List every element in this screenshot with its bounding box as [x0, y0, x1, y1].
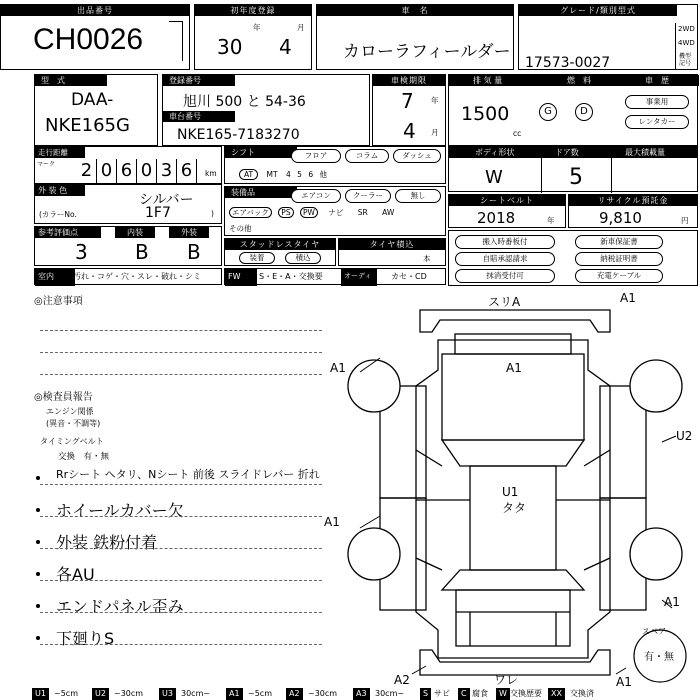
- mileage-unit: km: [205, 169, 217, 178]
- wheel-rear-right: [630, 528, 682, 580]
- damage-legend: [0, 688, 700, 700]
- registration-label: 登録番号: [163, 75, 235, 86]
- audio-value: カセ・CD: [391, 272, 427, 281]
- windshield: [442, 440, 584, 466]
- eq-aircon: エアコン: [291, 189, 341, 203]
- lot-number-label: 出品番号: [1, 5, 189, 16]
- fw-box: [224, 268, 446, 295]
- shift-6: 6: [308, 170, 314, 179]
- car-name-label: 車 名: [317, 5, 513, 16]
- scores-box: [34, 226, 222, 266]
- score-exterior: B: [187, 240, 201, 264]
- legend-key: A2: [286, 688, 303, 700]
- legend-key: U3: [159, 688, 176, 700]
- model-code-label: 機型 記号: [679, 53, 692, 67]
- fuel-label: 燃 料: [567, 76, 591, 85]
- lot-number-box: [0, 4, 190, 70]
- studless-label: スタッドレスタイヤ: [225, 239, 335, 250]
- first-registration-box: [194, 4, 312, 70]
- chassis-label: 車台番号: [163, 111, 235, 122]
- inspector-line: [40, 580, 322, 581]
- inspection-year: 7: [401, 89, 414, 113]
- legend-key: A1: [226, 688, 243, 700]
- fw-label: FW: [225, 269, 257, 286]
- fw-value: S・E・A・交換要: [259, 272, 323, 281]
- shift-dash: ダッシュ: [393, 149, 441, 163]
- inspector-line: [40, 548, 322, 549]
- shift-5: 5: [297, 170, 302, 179]
- mark-bottom-right: A1: [616, 675, 632, 686]
- mileage-digits: [77, 159, 197, 183]
- eq-airbag: エアバック: [229, 207, 272, 218]
- equipment-row2: [229, 207, 394, 218]
- inspector-item: 各AU: [56, 565, 95, 584]
- car-name-value: カローラフィールダー: [343, 42, 511, 62]
- color-value: シルバー: [139, 192, 194, 208]
- fuel-g: G: [539, 103, 557, 121]
- body-outline: [416, 340, 610, 658]
- shift-row2: [239, 169, 327, 180]
- mark-hood: A1: [506, 361, 522, 375]
- wheel-rear-left: [348, 528, 400, 580]
- mark-left-rear: A1: [324, 515, 340, 529]
- color-label: 外 装 色: [35, 185, 85, 196]
- tire-label: タイヤ積込: [339, 239, 445, 250]
- legend-value: 30cm~: [181, 689, 211, 698]
- inspector-line: [40, 484, 322, 485]
- recycle-value: 9,810: [599, 209, 642, 227]
- inspector-bullet: [36, 604, 40, 608]
- roof: [470, 466, 556, 570]
- shift-box: [224, 146, 446, 184]
- color-code-label: (カラーNo.: [39, 210, 77, 219]
- recycle-unit: 円: [681, 216, 689, 225]
- mileage-digit: 3: [157, 159, 177, 183]
- drive-2wd: 2WD: [678, 25, 695, 33]
- note-line: [40, 330, 322, 331]
- front-bumper: [420, 310, 610, 332]
- seatbelt-unit: 年: [547, 216, 555, 225]
- divider: [541, 158, 542, 193]
- first-registration-label: 初年度登録: [195, 5, 311, 16]
- fuel-d: D: [575, 103, 593, 121]
- legend-key: XX: [548, 688, 565, 700]
- studless-loaded: 積込: [285, 252, 321, 264]
- mark-bottom-center: ワレ: [494, 673, 519, 686]
- mileage-label: 走行距離: [35, 147, 85, 158]
- mileage-digit: 2: [77, 159, 97, 183]
- mark-right-front: U2: [676, 429, 693, 443]
- inspector-item: ホイールカバー欠: [56, 501, 184, 520]
- score-interior: B: [135, 240, 149, 264]
- doc-warranty: 新車保証書: [575, 235, 663, 249]
- score-total: 3: [75, 240, 88, 264]
- score-exterior-label: 外装: [169, 227, 209, 238]
- eq-pw: PW: [300, 207, 318, 218]
- car-name-box: [316, 4, 514, 70]
- equipment-label: 装備品: [225, 187, 297, 198]
- inspector-item: エンドパネル歪み: [56, 597, 184, 616]
- legend-value: 30cm~: [375, 689, 405, 698]
- mark-bottom-left: A2: [394, 673, 410, 686]
- shift-4: 4: [285, 170, 291, 179]
- recycle-box: [568, 194, 698, 228]
- mark-top-right: A1: [620, 291, 636, 305]
- engine-label: エンジン関係: [46, 407, 94, 416]
- doors-value: 5: [569, 165, 583, 190]
- doc-insurance: 自賠承認請求: [455, 252, 555, 266]
- doors-label: ドア数: [555, 148, 579, 157]
- inspector-line: [40, 612, 322, 613]
- registration-box: [162, 74, 370, 146]
- inspector-bullet: [36, 540, 40, 544]
- legend-value: 交換済: [570, 689, 594, 698]
- inspector-item: Rrシート ヘタリ、Nシート 前後 スライドレバー 折れ: [56, 468, 320, 481]
- audio-label: オーディオ: [341, 269, 377, 286]
- equipment-box: [224, 186, 446, 236]
- capacity-label: 最大積載量: [625, 148, 665, 157]
- inspection-box: [372, 74, 446, 146]
- inspector-item: 下廻りS: [56, 629, 115, 648]
- bracket: [169, 21, 183, 61]
- color-code: 1F7: [145, 205, 171, 221]
- body-box: [448, 146, 698, 192]
- registration-month: 4: [279, 35, 292, 59]
- rear-bumper: [420, 650, 610, 675]
- note-line: [40, 374, 322, 375]
- grade-label: グレード/類別型式: [519, 5, 677, 16]
- seatbelt-label: シートベルト: [449, 195, 565, 206]
- body-shape-label: ボディ形状: [475, 148, 515, 157]
- notes-title: ◎注意事項: [34, 296, 83, 307]
- interior-notes-label: 室内: [35, 269, 75, 286]
- legend-value: サビ: [434, 689, 450, 698]
- displacement-label: 排 気 量: [473, 76, 503, 85]
- studless-box: [224, 238, 336, 266]
- car-diagram: [320, 290, 700, 686]
- color-box: [34, 184, 222, 224]
- wheel-front-right: [630, 360, 682, 412]
- inspector-bullet: [36, 636, 40, 640]
- eq-ps: PS: [278, 207, 293, 218]
- timing-value: 交換 有・無: [58, 452, 110, 462]
- eq-navi: ナビ: [328, 208, 344, 217]
- model-label: 型 式: [35, 75, 107, 86]
- drive-column: [675, 23, 699, 69]
- legend-value: ~30cm: [308, 689, 338, 698]
- score-total-label: 参考評価点: [35, 227, 101, 238]
- doc-deregistration: 抹消受付可: [455, 269, 555, 283]
- inspector-bullet: [36, 508, 40, 512]
- inspection-month: 4: [403, 119, 416, 143]
- mark-right-rear: A1: [664, 595, 680, 609]
- displacement-box: [448, 74, 698, 146]
- shift-label: シフト: [225, 147, 297, 158]
- registration-value: 旭川 500 と 54-36: [183, 94, 306, 110]
- drive-4wd: 4WD: [678, 39, 695, 47]
- spare-label: スペア: [642, 627, 666, 636]
- spare-value: 有・無: [644, 652, 674, 663]
- mileage-digit: 6: [177, 159, 197, 183]
- grade-value: 17573-0027: [525, 55, 611, 71]
- mileage-box: [34, 146, 222, 184]
- legend-value: ~5cm: [248, 689, 272, 698]
- grade-box: [518, 4, 698, 70]
- tire-unit: 本: [423, 254, 431, 263]
- legend-key: A3: [353, 688, 370, 700]
- mileage-mark: マーク: [37, 161, 56, 168]
- displacement-unit: cc: [513, 129, 522, 138]
- shift-floor: フロア: [291, 149, 341, 163]
- eq-none: 無し: [395, 189, 441, 203]
- shift-mt: MT: [266, 170, 278, 179]
- rear-window: [442, 570, 584, 590]
- note-line: [40, 352, 322, 353]
- inspection-month-unit: 月: [431, 128, 439, 137]
- month-unit: 月: [297, 23, 305, 32]
- seatbelt-value: 2018: [477, 209, 516, 227]
- eq-aw: AW: [382, 208, 395, 217]
- mileage-digit: 6: [117, 159, 137, 183]
- wheel-front-left: [348, 360, 400, 412]
- inspector-line: [40, 644, 322, 645]
- equipment-other: その他: [229, 224, 252, 233]
- trunk: [456, 590, 570, 646]
- doc-charge-cable: 充電ケーブル: [575, 269, 663, 283]
- eq-sr: SR: [357, 208, 368, 217]
- tire-box: [338, 238, 446, 266]
- legend-key: W: [496, 688, 510, 700]
- legend-key: U2: [92, 688, 109, 700]
- doc-plate: 搬入時番板付: [455, 235, 555, 249]
- shift-other: 他: [319, 170, 327, 179]
- mark-left-front: A1: [330, 361, 346, 375]
- inspector-title: ◎検査員報告: [34, 392, 93, 403]
- inspection-year-unit: 年: [431, 96, 439, 105]
- legend-key: S: [420, 688, 431, 700]
- model-line2: NKE165G: [45, 115, 130, 136]
- recycle-label: リサイクル預託金: [569, 195, 697, 206]
- body-shape-value: W: [485, 167, 503, 188]
- studless-fitted: 装着: [239, 252, 275, 264]
- legend-key: U1: [32, 688, 49, 700]
- inspector-bullet: [36, 572, 40, 576]
- legend-value: ~5cm: [54, 689, 78, 698]
- interior-notes-box: [34, 268, 222, 285]
- mileage-digit: 0: [137, 159, 157, 183]
- score-interior-label: 内装: [115, 227, 155, 238]
- mark-top: スリA: [488, 295, 521, 309]
- usage-label: 車 歴: [645, 76, 669, 85]
- mileage-digit: 0: [97, 159, 117, 183]
- documents-box: [448, 230, 698, 286]
- inspector-bullet: [36, 476, 40, 480]
- chassis-value: NKE165-7183270: [177, 127, 300, 143]
- trunk-lines: [456, 612, 570, 646]
- divider: [611, 158, 612, 193]
- model-box: [34, 74, 158, 146]
- legend-value: 交換歴要: [510, 689, 542, 698]
- inspection-label: 車検期限: [373, 75, 445, 86]
- model-line1: DAA-: [71, 90, 114, 110]
- doors-right: [556, 450, 610, 570]
- legend-value: 腐食: [472, 689, 488, 698]
- doors-left: [416, 450, 470, 570]
- color-code-close: ): [211, 209, 214, 218]
- seatbelt-box: [448, 194, 566, 228]
- registration-year: 30: [217, 35, 243, 59]
- eq-cooler: クーラー: [345, 189, 391, 203]
- timing-label: タイミングベルト: [40, 437, 104, 446]
- displacement-value: 1500: [461, 103, 510, 125]
- usage-business: 事業用: [625, 95, 689, 109]
- mark-roof: U1: [502, 485, 519, 499]
- inspector-line: [40, 516, 322, 517]
- legend-value: ~30cm: [114, 689, 144, 698]
- lot-number-value: CH0026: [33, 23, 144, 56]
- doc-tax: 納税証明書: [575, 252, 663, 266]
- year-unit: 年: [253, 23, 261, 32]
- interior-notes-value: 汚れ・コゲ・穴・スレ・破れ・シミ: [73, 272, 201, 281]
- hood: [455, 334, 571, 354]
- shift-at: AT: [239, 169, 258, 180]
- shift-column: コラム: [345, 149, 389, 163]
- legend-key: C: [458, 688, 470, 700]
- engine-sub: (異音・不調等): [46, 419, 101, 428]
- mark-roof-sub: タタ: [502, 501, 527, 515]
- inspector-item: 外装 鉄粉付着: [56, 533, 158, 552]
- usage-rental: レンタカー: [625, 115, 689, 129]
